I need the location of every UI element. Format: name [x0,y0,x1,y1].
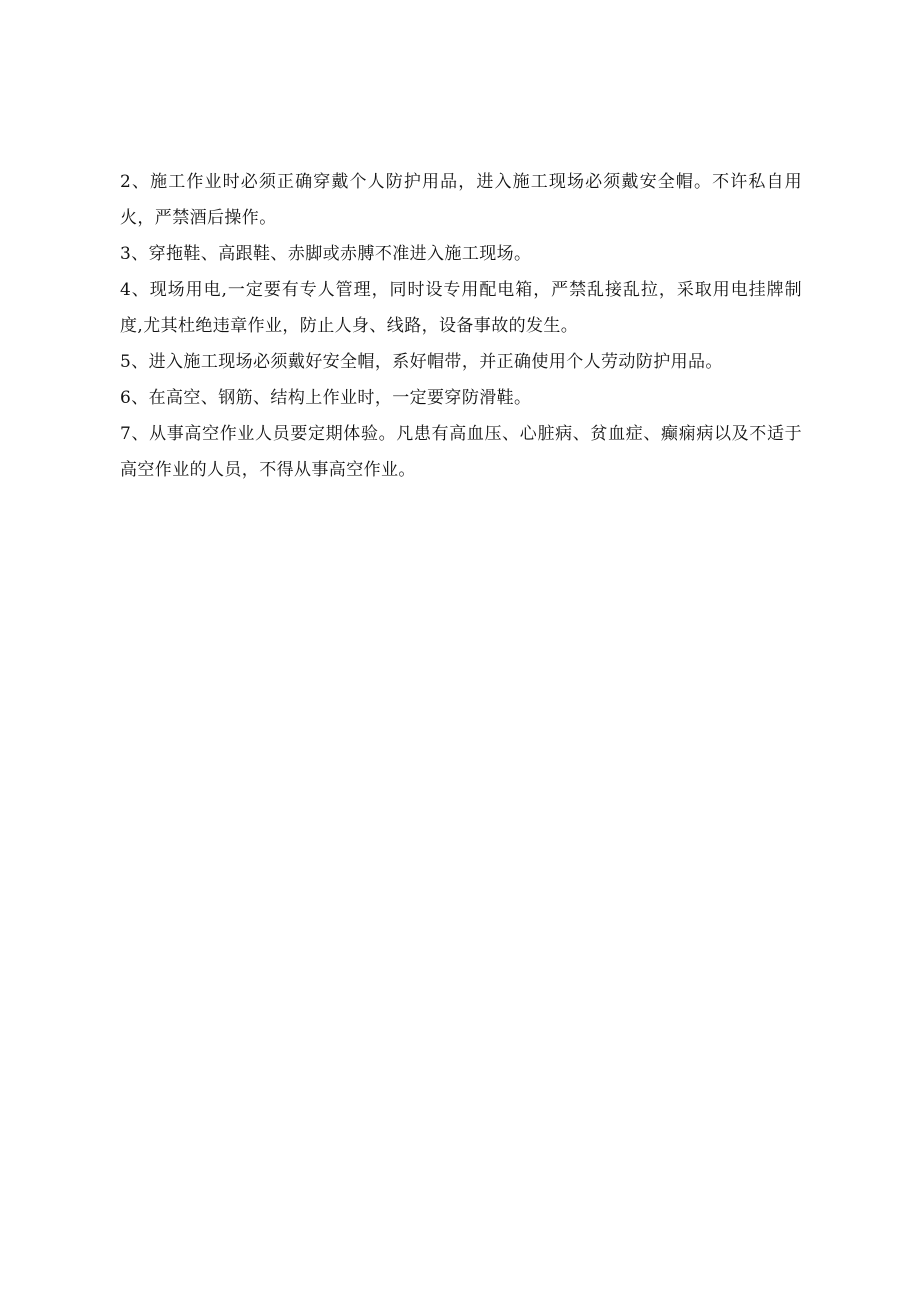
rule-item-3: 3、穿拖鞋、高跟鞋、赤脚或赤膊不准进入施工现场。 [120,244,532,264]
safety-rules-list [120,164,802,488]
rule-item-7: 7、从事高空作业人员要定期体验。凡患有高血压、心脏病、贫血症、癫痫病以及不适于高空作业的人员，不得从事高空作业。 [120,424,802,480]
rule-item-2: 2、施工作业时必须正确穿戴个人防护用品，进入施工现场必须戴安全帽。不许私自用火，严禁酒后操作。 [120,172,802,228]
rule-item-4: 4、现场用电,一定要有专人管理，同时设专用配电箱，严禁乱接乱拉，采取用电挂牌制度,尤其杜绝违章作业，防止人身、线路，设备事故的发生。 [120,280,802,336]
rule-item-6: 6、在高空、钢筋、结构上作业时，一定要穿防滑鞋。 [120,388,532,408]
rule-item-5: 5、进入施工现场必须戴好安全帽，系好帽带，并正确使用个人劳动防护用品。 [120,352,723,372]
